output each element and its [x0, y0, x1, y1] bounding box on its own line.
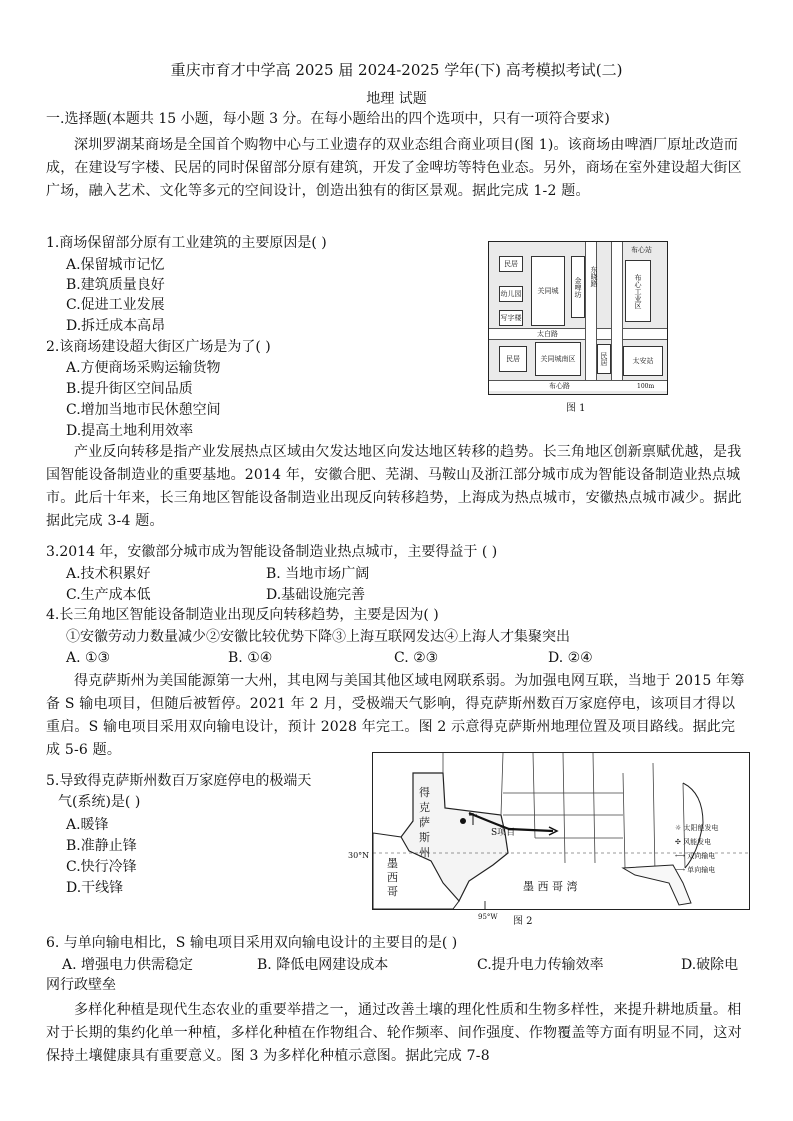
q3-option-c: C.生产成本低	[66, 587, 151, 603]
question-2: 2.该商场建设超大街区广场是为了( )	[46, 339, 271, 355]
kindergarten-block: 幼儿园	[499, 286, 523, 302]
legend-wind: 风能发电	[683, 838, 712, 846]
mexico-char-2: 西	[387, 871, 398, 884]
q6-option-d: D.破除电	[681, 957, 739, 973]
q5-option-c: C.快行冷锋	[66, 859, 137, 875]
question-5-line-2: 气(系统)是( )	[58, 794, 141, 810]
q3-option-d: D.基础设施完善	[266, 587, 366, 603]
s-project-label: S项目	[491, 828, 516, 838]
one-way-icon: ⟶	[675, 866, 688, 874]
residence-east-block: 民居	[597, 344, 611, 374]
mall-south-block: 关同城南区	[535, 342, 581, 376]
mall-block: 关同城	[531, 256, 565, 326]
q6-option-c: C.提升电力传输效率	[477, 957, 604, 973]
q4-option-c: C. ②③	[394, 650, 439, 666]
q4-statements: ①安徽劳动力数量减少②安徽比较优势下降③上海互联网发达④上海人才集聚突出	[66, 629, 570, 645]
q6-option-b: B. 降低电网建设成本	[257, 957, 389, 973]
residence-south-block: 民居	[499, 346, 527, 372]
q1-option-c: C.促进工业发展	[66, 297, 165, 313]
legend-one-way: 单向输电	[687, 866, 716, 874]
q3-option-b: B. 当地市场广阔	[266, 566, 370, 582]
metro-station-1: 布心站	[631, 246, 652, 254]
section-heading: 一.选择题(本题共 15 小题，每小题 3 分。在每小题给出的四个选项中，只有一项符合要求)	[46, 111, 610, 127]
longitude-label: 95°W	[478, 913, 498, 921]
passage-4: 多样化种植是现代生态农业的重要举措之一，通过改善土壤的理化性质和生物多样性，来提升耕地质量。相对于长期的集约化单一种植，多样化种植在作物组合、轮作频率、间作强度、作物覆盖等方面有明显不同，这对保持土壤健康具有重要意义。图 3 为多样化种植示意图。据此完成 7-8	[46, 1002, 742, 1064]
passage-2: 产业反向转移是指产业发展热点区域由欠发达地区向发达地区转移的趋势。长三角地区创新禀赋优越，是我国智能设备制造业的重要基地。2014 年，安徽合肥、芜湖、马鞍山及浙江部分城市成为智能设备制造业热点城市。此后十年来，长三角地区智能设备制造业出现反向转移趋势，上海成为热点城市，安徽热点城市减少。据此据此完成 3-4 题。	[46, 444, 742, 529]
industrial-zone-block: 布心工业区	[625, 260, 651, 322]
wind-icon: ✣	[675, 838, 684, 846]
q5-option-d: D.干线锋	[66, 880, 124, 896]
question-3: 3.2014 年，安徽部分城市成为智能设备制造业热点城市，主要得益于 ( )	[46, 544, 498, 560]
gulf-label: 墨 西 哥 湾	[523, 880, 578, 893]
q5-option-b: B.准静止锋	[66, 838, 137, 854]
residence-block: 民居	[499, 256, 523, 272]
figure-1-map	[488, 241, 668, 395]
buxin-road-label: 布心路	[549, 382, 570, 390]
q4-option-a: A. ①③	[66, 650, 111, 666]
question-1: 1.商场保留部分原有工业建筑的主要原因是( )	[46, 235, 327, 251]
passage-3: 得克萨斯州为美国能源第一大州，其电网与美国其他区域电网联系弱。为加强电网互联，当地于 2015 年筹备 S 输电项目，但随后被暂停。2021 年 2 月，受极端天气影响，得克萨斯州数百万家庭停电，该项目才得以重启。S 输电项目采用双向输电设计，预计 2028 年完工。图 2 示意得克萨斯州地理位置及项目路线。据此完成 5-6 题。	[46, 673, 745, 758]
q1-option-a: A.保留城市记忆	[66, 257, 165, 273]
figure-1-caption: 图 1	[566, 403, 586, 414]
dongxiao-road-label: 东晓路	[590, 266, 598, 287]
mexico-char-3: 哥	[387, 885, 398, 898]
texas-char-1: 得	[419, 786, 430, 799]
q1-option-b: B.建筑质量良好	[66, 277, 165, 293]
latitude-label: 30°N	[348, 851, 370, 860]
solar-icon: ☼	[675, 824, 684, 832]
figure-2-map	[372, 752, 750, 910]
q1-option-d: D.拆迁成本高昂	[66, 318, 166, 334]
q2-option-a: A.方便商场采购运输货物	[66, 360, 221, 376]
taian-station: 太安站	[623, 346, 663, 376]
texas-char-5: 州	[419, 846, 430, 859]
taibai-road-label: 太白路	[537, 330, 558, 338]
q2-option-c: C.增加当地市民休憩空间	[66, 402, 221, 418]
q2-option-d: D.提高土地利用效率	[66, 423, 194, 439]
scale-bar: 100m	[637, 383, 655, 390]
texas-char-4: 斯	[419, 831, 430, 844]
q4-option-b: B. ①④	[228, 650, 273, 666]
page-subtitle: 地理 试题	[366, 91, 427, 107]
passage-1: 深圳罗湖某商场是全国首个购物中心与工业遗存的双业态组合商业项目(图 1)。该商场由啤酒厂原址改造而成，在建设写字楼、民居的同时保留部分原有建筑，开发了金啤坊等特色业态。另外，商场在室外建设超大街区广场，融入艺术、文化等多元的空间设计，创造出独有的街区景观。据此完成 1-2 题。	[46, 137, 742, 199]
legend-two-way: 双向输电	[687, 852, 716, 860]
texas-char-2: 克	[419, 801, 430, 814]
q5-option-a: A.暖锋	[66, 817, 109, 833]
office-block: 写字楼	[499, 310, 523, 326]
q2-option-b: B.提升街区空间品质	[66, 381, 193, 397]
texas-char-3: 萨	[419, 816, 430, 829]
q6-option-a: A. 增强电力供需稳定	[62, 957, 194, 973]
question-4: 4.长三角地区智能设备制造业出现反向转移趋势，主要是因为( )	[46, 607, 439, 623]
jinpifang-block: 金啤坊	[571, 256, 585, 318]
figure-2-caption: 图 2	[513, 916, 533, 927]
q3-option-a: A.技术积累好	[66, 566, 151, 582]
figure-2-legend	[675, 821, 719, 877]
question-5-line-1: 5.导致得克萨斯州数百万家庭停电的极端天	[46, 773, 312, 789]
q6-option-d-continued: 网行政壁垒	[46, 977, 116, 993]
mexico-char-1: 墨	[387, 857, 398, 870]
page-title: 重庆市育才中学高 2025 届 2024-2025 学年(下) 高考模拟考试(二)	[170, 61, 623, 79]
legend-solar: 太阳能发电	[683, 824, 719, 832]
two-way-icon: ⟷	[675, 852, 688, 860]
q4-option-d: D. ②④	[548, 650, 593, 666]
question-6: 6. 与单向输电相比，S 输电项目采用双向输电设计的主要目的是( )	[46, 935, 458, 951]
